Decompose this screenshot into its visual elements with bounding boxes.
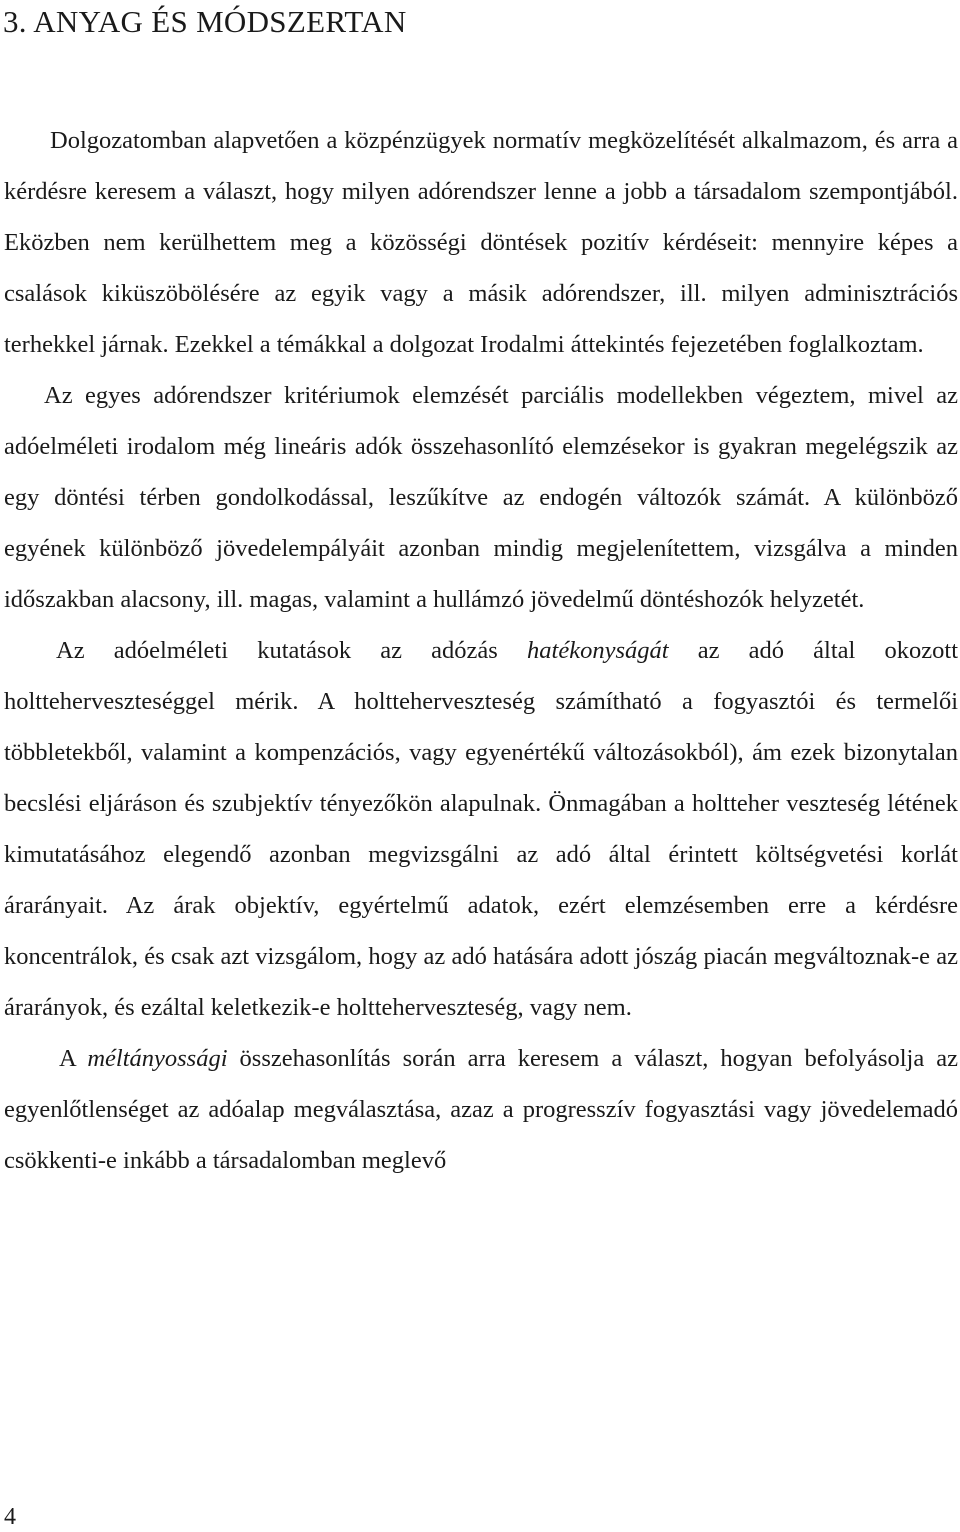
paragraph-efficiency [4,625,958,1033]
paragraph-methodology-intro: Dolgozatomban alapvetően a közpénzügyek normatív megközelítését alkalmazom, és arra a kérdésre keresem a választ, hogy milyen adórendszer lenne a jobb a társadalom szempontjából. Eközben nem kerülhettem meg a közösségi döntések pozitív kérdéseit: mennyire képes a csalások kiküszöbölésére az egyik vagy a másik adórendszer, ill. milyen adminisztrációs terhekkel járnak. Ezekkel a témákkal a dolgozat Irodalmi áttekintés fejezetében foglalkoztam. [4,127,958,358]
emphasis-efficiency: hatékonyságát [527,637,669,664]
paragraph-equity-body: összehasonlítás során arra keresem a választ, hogyan befolyásolja az egyenlőtlenséget az adóalap megválasztása, azaz a progresszív fogyasztási vagy jövedelemadó csökkenti-e inkább a társadalomban meglevő [4,1045,958,1174]
page-number: 4 [4,1504,16,1530]
body-text [4,115,958,1186]
paragraph-partial-models: Az egyes adórendszer kritériumok elemzését parciális modellekben végeztem, mivel az adóelméleti irodalom még lineáris adók összehasonlító elemzésekor is gyakran megelégszik az egy döntési térben gondolkodással, leszűkítve az endogén változók számát. A különböző egyének különböző jövedelempályáit azonban mindig megjelenítettem, vizsgálva a minden időszakban alacsony, ill. magas, valamint a hullámzó jövedelmű döntéshozók helyzetét. [4,382,958,613]
paragraph-efficiency-lead: Az adóelméleti kutatások az adózás [56,637,528,664]
paragraph-efficiency-body: az adó által okozott holtteherveszteséggel mérik. A holtteherveszteség számítható a fogyasztói és termelői többletekből, valamint a kompenzációs, vagy egyenértékű változásokból), ám ezek bizonytalan becslési eljáráson és szubjektív tényezőkön alapulnak. Önmagában a holtteher veszteség létének kimutatásához elegendő azonban megvizsgálni az adó által érintett költségvetési korlát árarányait. Az árak objektív, egyértelmű adatok, ezért elemzésemben erre a kérdésre koncentrálok, és csak azt vizsgálom, hogy az adó hatására adott jószág piacán megváltoznak-e az árarányok, és ezáltal keletkezik-e holtteherveszteség, vagy nem. [4,637,959,1021]
section-heading: 3. ANYAG ÉS MÓDSZERTAN [3,4,407,39]
paragraph-equity-lead: A [59,1045,88,1072]
paragraph-equity [4,1033,958,1186]
emphasis-equity: méltányossági [87,1045,228,1072]
